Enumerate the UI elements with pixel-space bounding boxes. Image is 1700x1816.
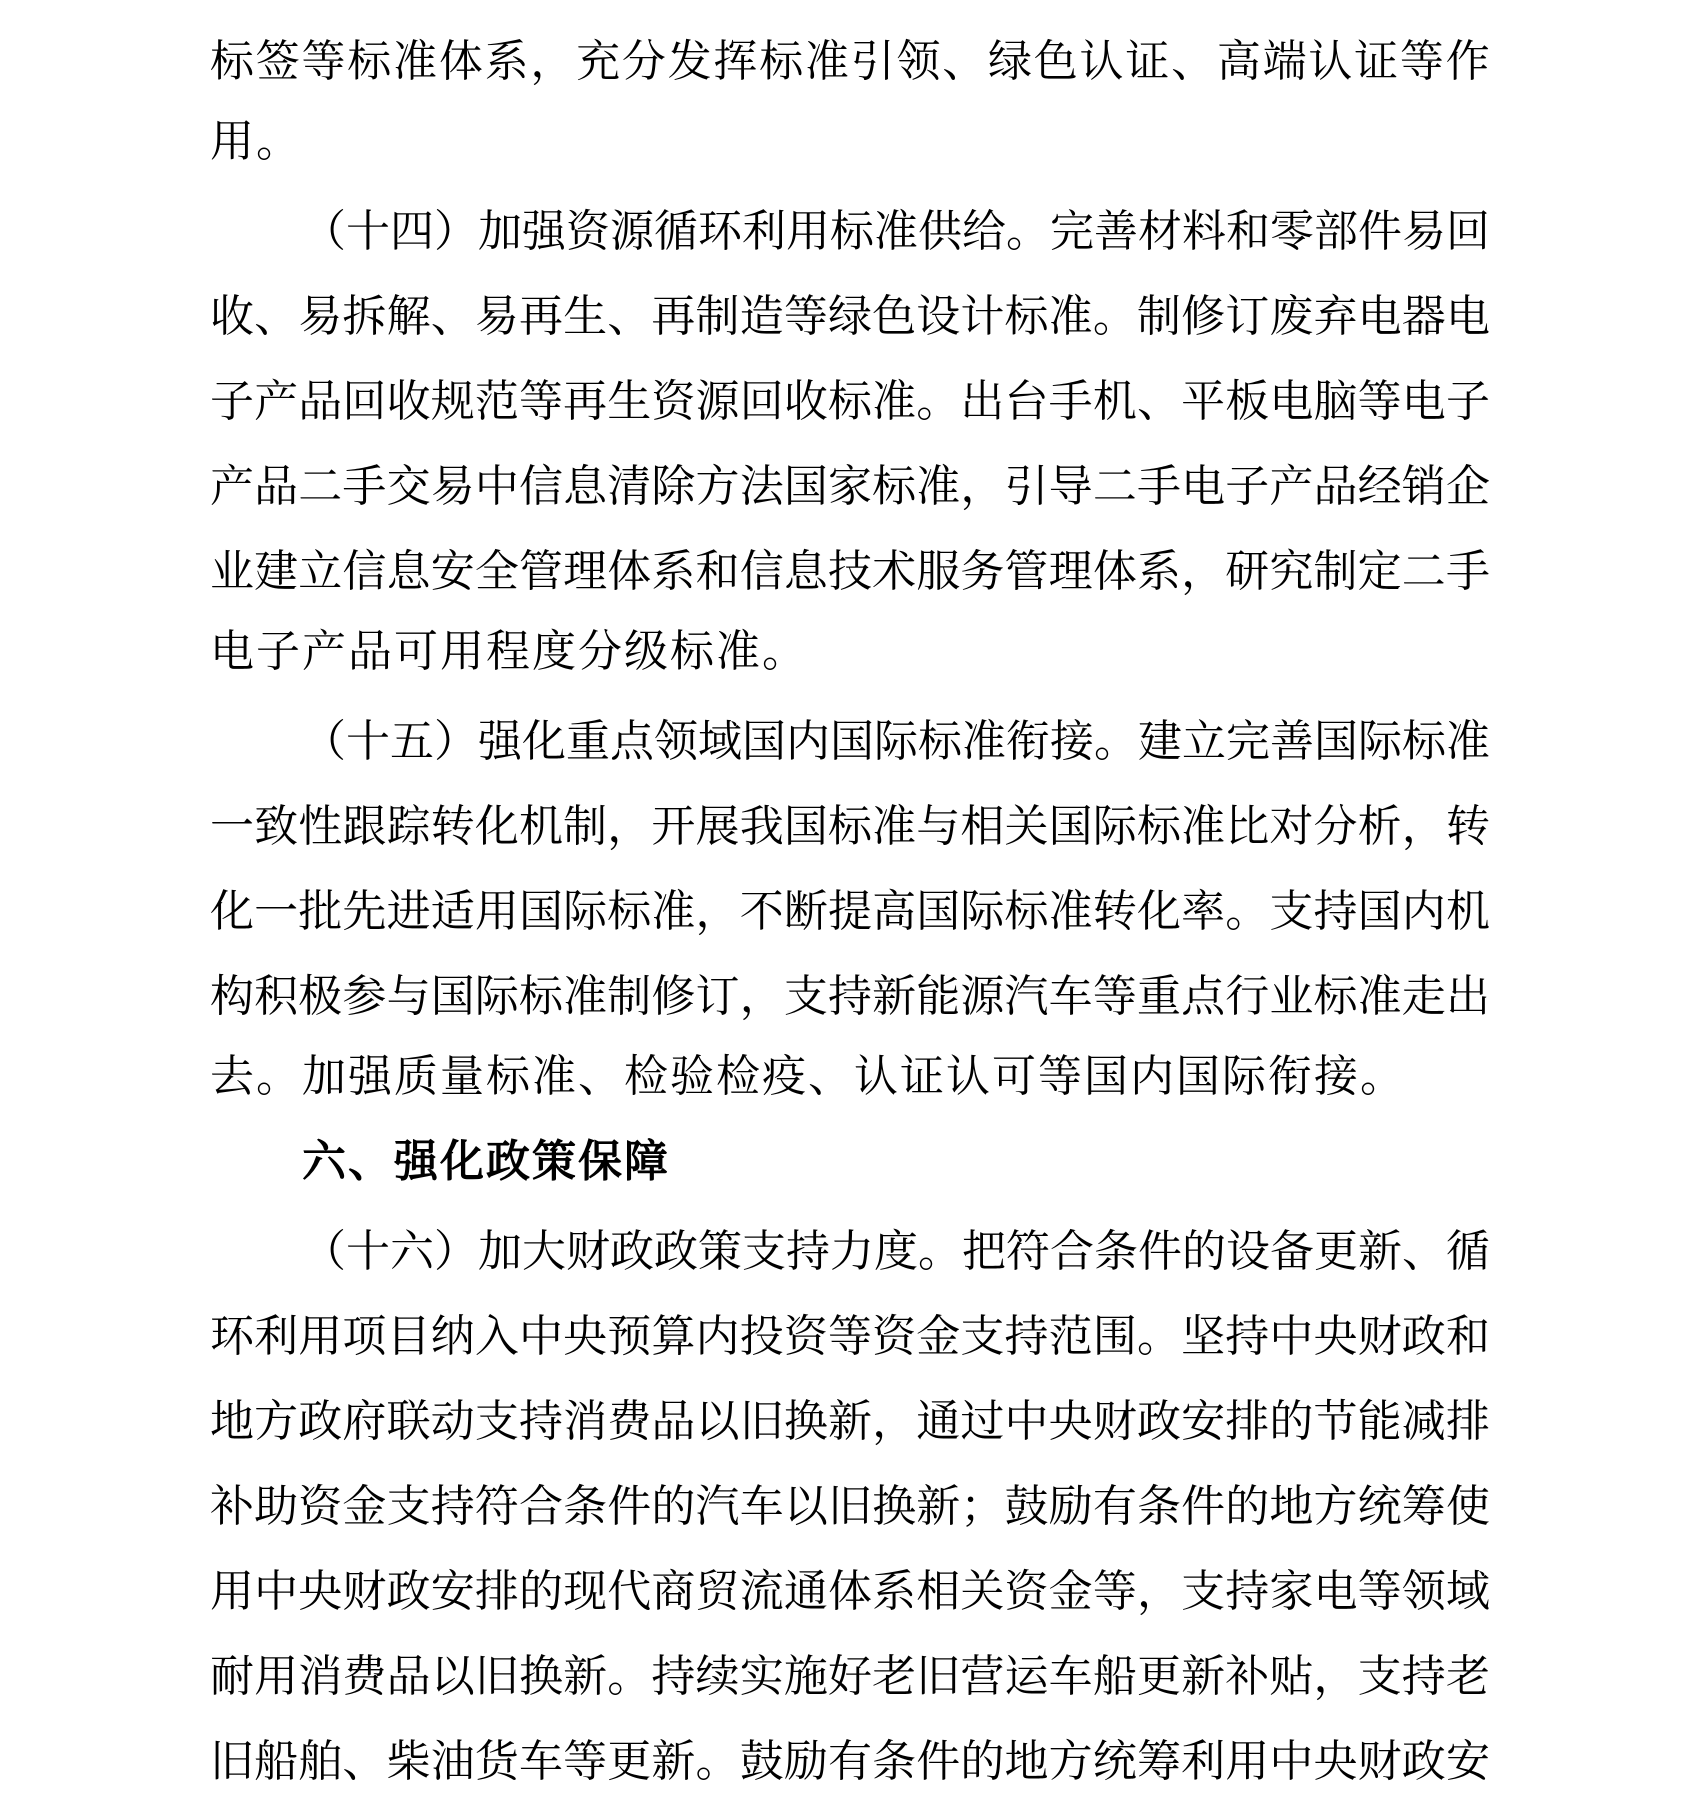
text-line: 子 产 品 回 收 规 范 等 再 生 资 源 回 收 标 准 。 出 台 手 机 、 平 板 电 脑 等 电 子 (210, 376, 1490, 426)
text-line: （ 十 六 ） 加 大 财 政 政 策 支 持 力 度 。 把 符 合 条 件 的 设 备 更 新 、 循 (302, 1226, 1490, 1276)
text-line: 耐 用 消 费 品 以 旧 换 新 。 持 续 实 施 好 老 旧 营 运 车 船 更 新 补 贴 ， 支 持 老 (210, 1651, 1490, 1701)
text-line: 构 积 极 参 与 国 际 标 准 制 修 订 ， 支 持 新 能 源 汽 车 等 重 点 行 业 标 准 走 出 (210, 971, 1490, 1021)
text-line: （ 十 四 ） 加 强 资 源 循 环 利 用 标 准 供 给 。 完 善 材 料 和 零 部 件 易 回 (302, 206, 1490, 256)
text-line: 补 助 资 金 支 持 符 合 条 件 的 汽 车 以 旧 换 新 ； 鼓 励 有 条 件 的 地 方 统 筹 使 (210, 1481, 1490, 1531)
text-line: （ 十 五 ） 强 化 重 点 领 域 国 内 国 际 标 准 衔 接 。 建 立 完 善 国 际 标 准 (302, 716, 1490, 766)
text-line: 业 建 立 信 息 安 全 管 理 体 系 和 信 息 技 术 服 务 管 理 体 系 ， 研 究 制 定 二 手 (210, 546, 1490, 596)
text-line: 电子产品可用程度分级标准。 (210, 627, 808, 676)
text-line: 收 、 易 拆 解 、 易 再 生 、 再 制 造 等 绿 色 设 计 标 准 。 制 修 订 废 弃 电 器 电 (210, 291, 1490, 341)
section-heading: 六、强化政策保障 (302, 1137, 670, 1186)
text-line: 化 一 批 先 进 适 用 国 际 标 准 ， 不 断 提 高 国 际 标 准 转 化 率 。 支 持 国 内 机 (210, 886, 1490, 936)
text-line: 去。加强质量标准、检验检疫、认证认可等国内国际衔接。 (210, 1052, 1406, 1101)
text-line: 地 方 政 府 联 动 支 持 消 费 品 以 旧 换 新 ， 通 过 中 央 财 政 安 排 的 节 能 减 排 (210, 1396, 1490, 1446)
text-line: 环 利 用 项 目 纳 入 中 央 预 算 内 投 资 等 资 金 支 持 范 围 。 坚 持 中 央 财 政 和 (210, 1311, 1490, 1361)
text-line: 用。 (210, 117, 302, 166)
text-line: 标 签 等 标 准 体 系 ， 充 分 发 挥 标 准 引 领 、 绿 色 认 证 、 高 端 认 证 等 作 (210, 36, 1490, 86)
text-line: 一 致 性 跟 踪 转 化 机 制 ， 开 展 我 国 标 准 与 相 关 国 际 标 准 比 对 分 析 ， 转 (210, 801, 1490, 851)
text-line: 产 品 二 手 交 易 中 信 息 清 除 方 法 国 家 标 准 ， 引 导 二 手 电 子 产 品 经 销 企 (210, 461, 1490, 511)
text-line: 旧 船 舶 、 柴 油 货 车 等 更 新 。 鼓 励 有 条 件 的 地 方 统 筹 利 用 中 央 财 政 安 (210, 1736, 1490, 1786)
text-line: 用 中 央 财 政 安 排 的 现 代 商 贸 流 通 体 系 相 关 资 金 等 ， 支 持 家 电 等 领 域 (210, 1566, 1490, 1616)
